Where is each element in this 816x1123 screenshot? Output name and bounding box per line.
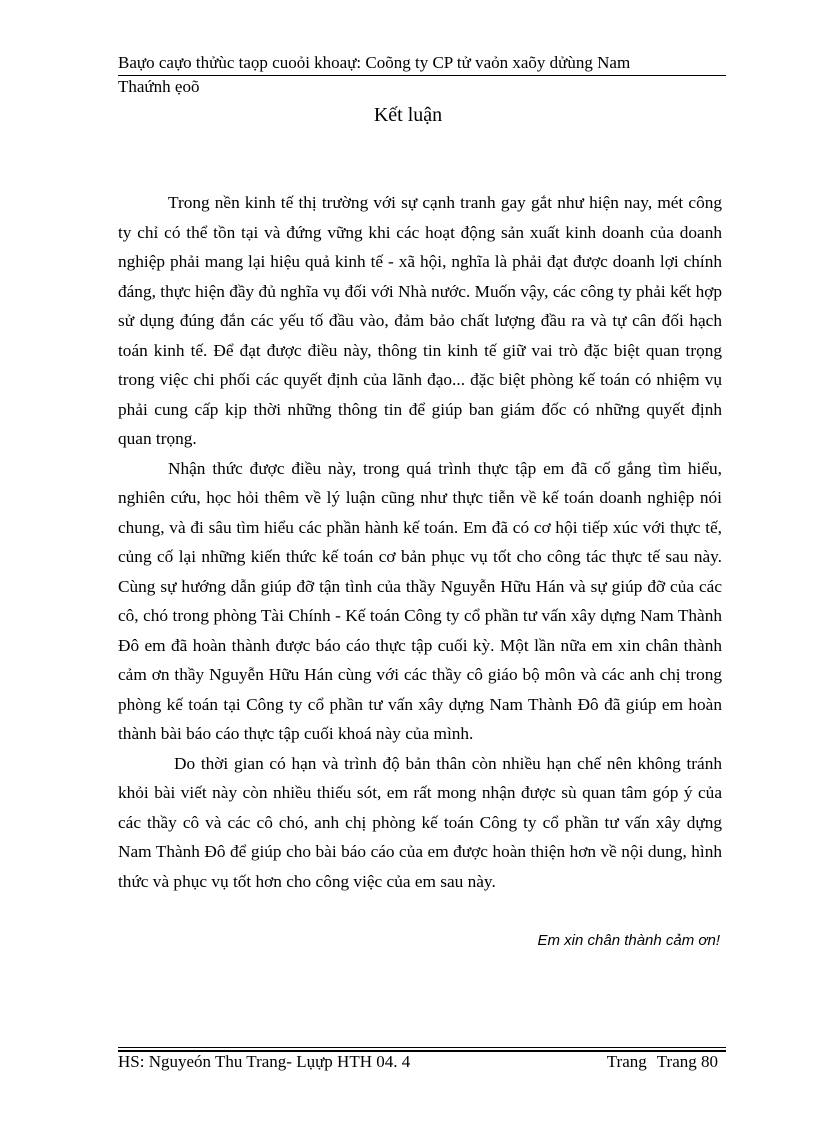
body-text (118, 188, 722, 896)
paragraph-2: Nhận thức được điều này, trong quá trình thực tập em đã cố gắng tìm hiểu, nghiên cứu, học hỏi thêm về lý luận cũng như thực tiễn về kế toán doanh nghiệp nói chung, và đi sâu tìm hiểu các phần hành kế toán. Em đã có cơ hội tiếp xúc với thực tế, củng cố lại những kiến thức kế toán cơ bản phục vụ tốt cho công tác thực tế sau này. Cùng sự hướng dẫn giúp đỡ tận tình của thầy Nguyễn Hữu Hán và sự giúp đỡ của các cô, chó trong phòng Tài Chính - Kế toán Công ty cổ phần tư vấn xây dựng Nam Thành Đô em đã hoàn thành được báo cáo thực tập cuối kỳ. Một lần nữa em xin chân thành cảm ơn thầy Nguyễn Hữu Hán cùng với các thầy cô giáo bộ môn và các anh chị trong phòng kế toán tại Công ty cổ phần tư vấn xây dựng Nam Thành Đô đã giúp em hoàn thành bài báo cáo thực tập cuối khoá này của mình. (118, 458, 722, 743)
footer-divider-thin (118, 1047, 726, 1048)
header-title-line2: Thaứnh ẹoõ (118, 77, 200, 96)
footer-page-info (607, 1052, 718, 1072)
paragraph-3: Do thời gian có hạn và trình độ bản thân còn nhiều hạn chế nên không tránh khỏi bài viết này còn nhiều thiếu sót, em rất mong nhận được sù quan tâm góp ý của các thầy cô và các cô chó, anh chị phòng kế toán Công ty cổ phần tư vấn xây dựng Nam Thành Đô để giúp cho bài báo cáo của em được hoàn thiện hơn về nội dung, hình thức và phục vụ tốt hơn cho công việc của em sau này. (118, 753, 722, 891)
page-title: Kết luận (373, 104, 443, 126)
page-header (118, 52, 726, 98)
paragraph-1: Trong nền kinh tế thị trường với sự cạnh tranh gay gắt như hiện nay, mét công ty chỉ có thể tồn tại và đứng vững khi các hoạt động sản xuất kinh doanh của doanh nghiệp phải mang lại hiệu quả kinh tế - xã hội, nghĩa là phải đạt được doanh lợi chính đáng, thực hiện đầy đủ nghĩa vụ đối với Nhà nước. Muốn vậy, các công ty phải kết hợp sử dụng đúng đắn các yếu tố đầu vào, đảm bảo chất lượng đầu ra và tự cân đối hạch toán kinh tế. Để đạt được điều này, thông tin kinh tế giữ vai trò đặc biệt quan trọng trong việc chi phối các quyết định của lãnh đạo... đặc biệt phòng kế toán có nhiệm vụ phải cung cấp kịp thời những thông tin để giúp ban giám đốc có những quyết định quan trọng. (118, 193, 722, 448)
footer-page-label: Trang (606, 1052, 647, 1071)
footer-author: HS: Nguyeón Thu Trang- Lụựp HTH 04. 4 (118, 1052, 411, 1071)
header-title-line1: Baựo caựo thửùc taọp cuoỏi khoaự: Coõng ty CP tử vaỏn xaõy dửùng Nam (118, 52, 726, 76)
footer-page-number: Trang 80 (656, 1052, 718, 1071)
signoff-text: Em xin chân thành cảm ơn! (537, 932, 720, 949)
